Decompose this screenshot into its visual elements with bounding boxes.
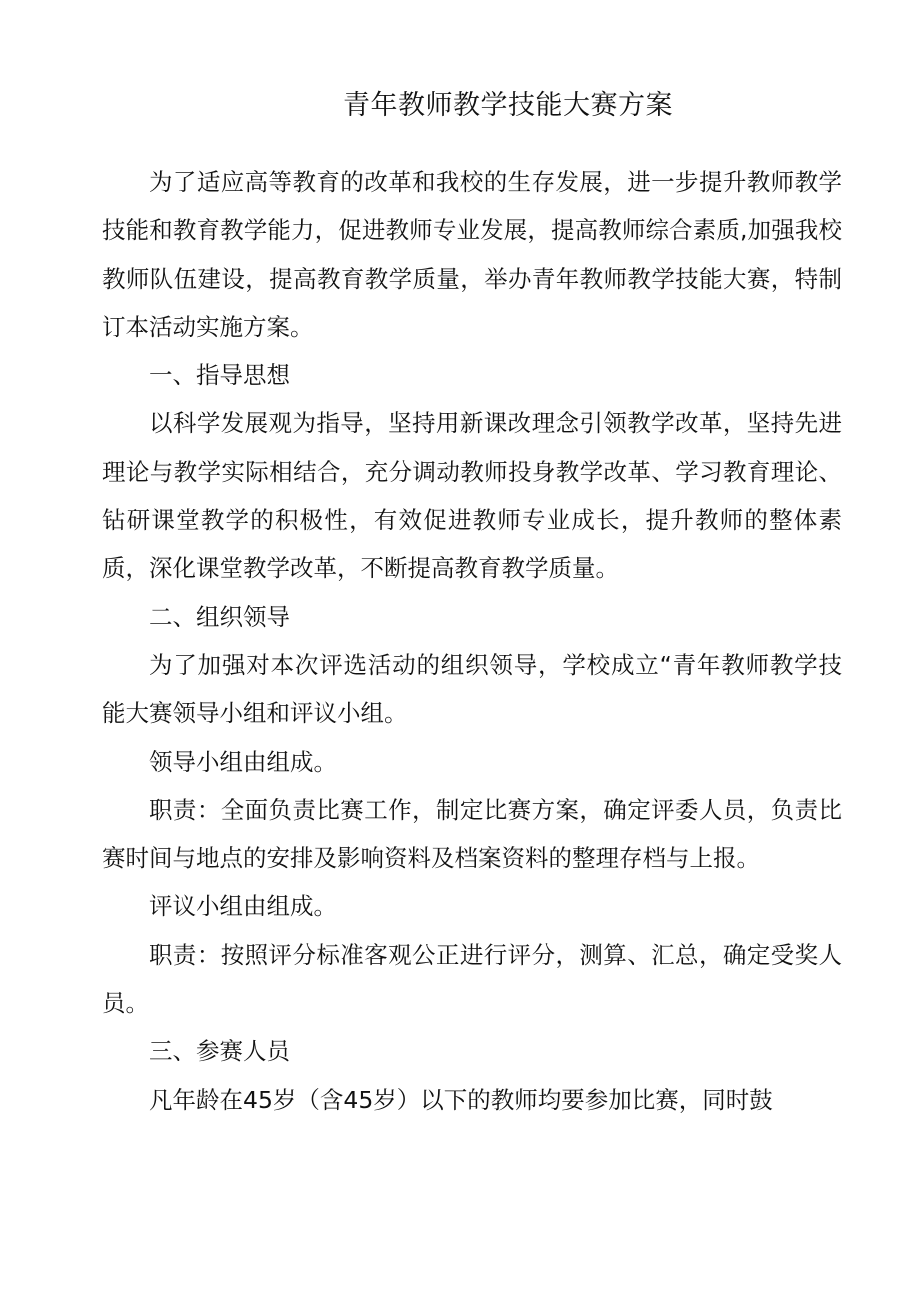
paragraph-intro: 为了适应高等教育的改革和我校的生存发展，进一步提升教师教学技能和教育教学能力，促进教师专业发展，提高教师综合素质,加强我校教师队伍建设，提高教育教学质量，举办青年教师教学技能大赛，特制订本活动实施方案。 (102, 168, 842, 341)
section-heading-participants: 三、参赛人员 (149, 1037, 290, 1066)
paragraph-guiding-ideology: 以科学发展观为指导，坚持用新课改理念引领教学改革，坚持先进理论与教学实际相结合，充分调动教师投身教学改革、学习教育理论、钻研课堂教学的积极性，有效促进教师专业成长，提升教师的整体素质，深化课堂教学改革，不断提高教育教学质量。 (102, 409, 842, 583)
section-heading-organization: 二、组织领导 (149, 602, 290, 631)
paragraph-review-duties: 职责：按照评分标准客观公正进行评分，测算、汇总，确定受奖人员。 (102, 940, 842, 1018)
paragraph-organization: 为了加强对本次评选活动的组织领导，学校成立“青年教师教学技能大赛领导小组和评议小组。 (102, 650, 842, 728)
document-title: 青年教师教学技能大赛方案 (343, 90, 673, 121)
paragraph-leadership-group: 领导小组由组成。 (149, 747, 337, 776)
document-body (102, 158, 842, 1124)
paragraph-participants: 凡年龄在45岁（含45岁）以下的教师均要参加比赛，同时鼓 (149, 1085, 773, 1114)
section-heading-guiding-ideology: 一、指导思想 (149, 361, 290, 390)
paragraph-leadership-duties: 职责：全面负责比赛工作，制定比赛方案，确定评委人员，负责比赛时间与地点的安排及影响资料及档案资料的整理存档与上报。 (102, 795, 842, 873)
paragraph-review-group: 评议小组由组成。 (149, 892, 337, 921)
